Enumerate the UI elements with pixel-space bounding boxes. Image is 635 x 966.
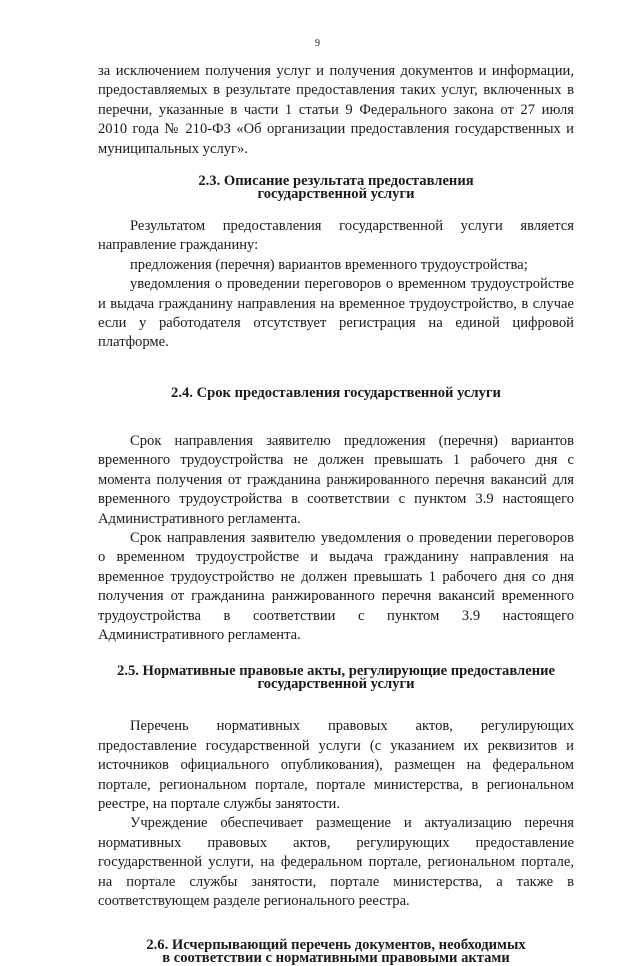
document-body	[98, 62, 574, 965]
section-2-4-heading: 2.4. Срок предоставления государственной услуги	[171, 384, 501, 401]
page-number: 9	[315, 38, 320, 49]
section-2-6-heading-line2: в соответствии с нормативными правовыми актами	[162, 950, 510, 966]
section-2-5-heading-line1: 2.5. Нормативные правовые акты, регулирующие предоставление	[117, 663, 555, 680]
section-2-3-list-item: уведомления о проведении переговоров о временном трудоустройстве и выдача гражданину направления на временное трудоустройство, в случае если у работодателя отсутствует регистрация на единой цифровой платформе.	[98, 276, 574, 351]
section-2-5-paragraph: Учреждение обеспечивает размещение и актуализацию перечня нормативных правовых актов, регулирующих предоставление государственной услуги, на федеральном портале, региональном портале, на портале службы занятости, портале министерства, а также в соответствующем разделе регионального реестра.	[98, 815, 574, 909]
section-2-5-heading-line2: государственной услуги	[257, 676, 415, 693]
section-2-3-list-item: предложения (перечня) вариантов временного трудоустройства;	[130, 256, 528, 273]
section-2-3-paragraph: Результатом предоставления государственной услуги является направление гражданину:	[98, 218, 574, 254]
section-2-4-paragraph: Срок направления заявителю уведомления о проведении переговоров о временном трудоустройстве и выдача гражданину направления на временное трудоустройство не должен превышать 1 рабочего дня со дня получения от гражданина ранжированного перечня вакансий временного трудоустройства в соответствии с пунктом 3.9 настоящего Административного регламента.	[98, 529, 574, 643]
section-2-4-paragraph: Срок направления заявителю предложения (перечня) вариантов временного трудоустройства не должен превышать 1 рабочего дня с момента получения от гражданина ранжированного перечня вакансий для временного трудоустройства в соответствии с пунктом 3.9 настоящего Административного регламента.	[98, 432, 574, 527]
section-2-3-heading-line1: 2.3. Описание результата предоставления	[198, 173, 474, 190]
section-2-6-heading-line1: 2.6. Исчерпывающий перечень документов, необходимых	[146, 937, 526, 954]
section-2-6-heading	[98, 939, 574, 965]
intro-paragraph: за исключением получения услуг и получения документов и информации, предоставляемых в результате предоставления таких услуг, включенных в перечни, указанные в части 1 статьи 9 Федерального закона от 27 июля 2010 года № 210-ФЗ «Об организации предоставления государственных и муниципальных услуг».	[98, 63, 574, 157]
section-2-3-heading-line2: государственной услуги	[257, 186, 415, 203]
section-2-5-paragraph: Перечень нормативных правовых актов, регулирующих предоставление государственной услуги (с указанием их реквизитов и источников официального опубликования), размещен на федеральном портале, региональном портале, портале министерства, в региональном реестре, на портале службы занятости.	[98, 718, 574, 812]
section-2-5-heading	[98, 665, 574, 691]
section-2-3-heading	[98, 175, 574, 201]
